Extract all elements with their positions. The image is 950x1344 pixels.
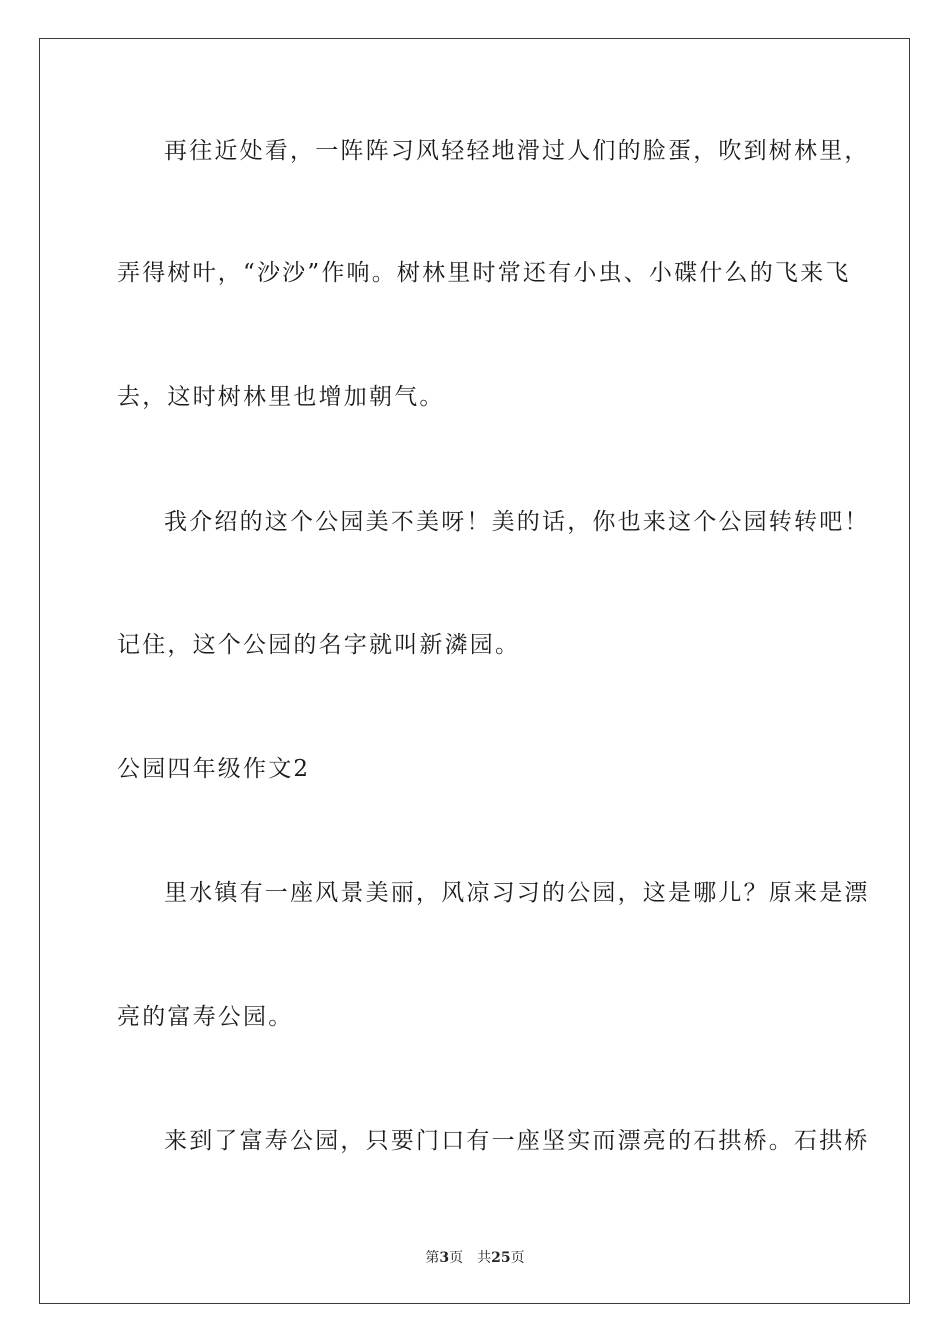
total-pages: 25 [491,1250,511,1266]
total-suffix: 页 [510,1250,525,1266]
paragraph-line: 亮的富寿公园。 [117,1004,294,1030]
page-suffix: 页 [449,1250,464,1266]
paragraph-line: 里水镇有一座风景美丽，风凉习习的公园，这是哪儿？原来是漂 [164,880,870,906]
paragraph-line: 记住，这个公园的名字就叫新潾园。 [117,632,521,658]
page-number: 3 [439,1250,450,1266]
section-heading: 公园四年级作文2 [117,756,311,782]
paragraph-line: 来到了富寿公园，只要门口有一座坚实而漂亮的石拱桥。石拱桥 [164,1128,870,1154]
paragraph-line: 再往近处看，一阵阵习风轻轻地滑过人们的脸蛋，吹到树林里， [164,138,870,164]
page-border [39,38,910,1304]
paragraph-line: 弄得树叶，“沙沙”作响。树林里时常还有小虫、小碟什么的飞来飞 [117,260,851,286]
paragraph-line: 去，这时树林里也增加朝气。 [117,384,445,410]
page-footer [0,1247,950,1267]
total-prefix: 共 [477,1250,492,1266]
paragraph-line: 我介绍的这个公园美不美呀！美的话，你也来这个公园转转吧！ [164,509,870,535]
page-prefix: 第 [425,1250,440,1266]
